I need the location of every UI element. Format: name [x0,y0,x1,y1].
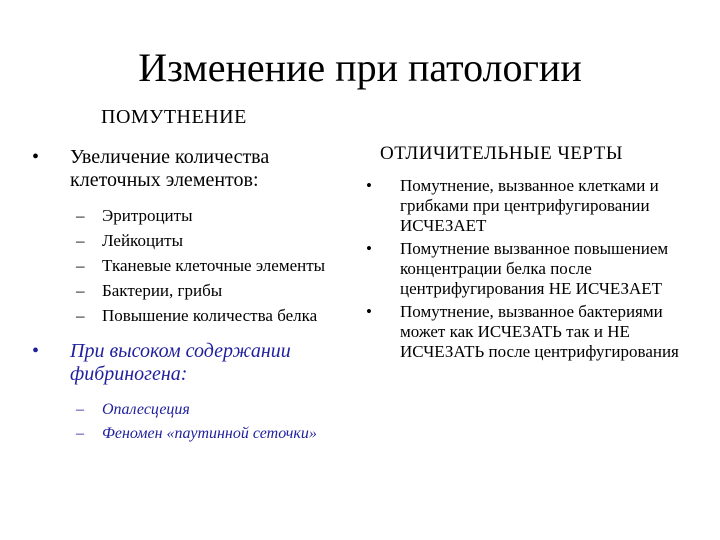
fibrinogen-bullet [32,340,352,386]
list-item [32,206,352,226]
feature-text: Помутнение, вызванное клетками и грибками при центрифугировании ИСЧЕЗАЕТ [400,176,659,235]
list-item-text: Опалесцеция [102,401,190,418]
dash-mark: – [76,231,85,250]
cell-elements-list [32,206,352,326]
list-item-text: Феномен «паутинной сеточки» [102,425,317,442]
list-item-text: Тканевые клеточные элементы [102,256,326,275]
list-item [32,306,352,326]
subtitle: ПОМУТНЕНИЕ [101,106,247,128]
list-item-text: Повышение количества белка [102,306,318,325]
list-item-text: Бактерии, грибы [102,281,223,300]
bullet-mark: • [366,239,372,258]
cell-elements-bullet [32,146,352,192]
dash-mark: – [76,256,85,275]
cell-elements-text: Увеличение количества клеточных элементов: [70,146,270,191]
list-item [360,302,700,362]
list-item [360,176,700,236]
bullet-mark: • [32,146,40,168]
list-item [32,424,352,443]
list-item-text: Лейкоциты [102,231,183,250]
list-item-text: Эритроциты [102,206,193,225]
features-heading: ОТЛИЧИТЕЛЬНЫЕ ЧЕРТЫ [380,143,623,164]
list-item [32,281,352,301]
dash-mark: – [76,281,85,300]
dash-mark: – [76,206,85,225]
list-item [32,256,352,276]
dash-mark: – [76,425,84,442]
right-column [360,142,700,365]
list-item [32,400,352,419]
fibrinogen-list [32,400,352,443]
list-item [32,231,352,251]
bullet-mark: • [366,302,372,321]
bullet-mark: • [366,176,372,195]
feature-text: Помутнение, вызванное бактериями может как ИСЧЕЗАТЬ так и НЕ ИСЧЕЗАТЬ после центрифугирования [400,302,679,361]
list-item [360,239,700,299]
left-column [32,146,352,448]
bullet-mark: • [32,340,40,362]
slide-title: Изменение при патологии [138,45,582,90]
dash-mark: – [76,306,85,325]
dash-mark: – [76,401,84,418]
feature-text: Помутнение вызванное повышением концентрации белка после центрифугирования НЕ ИСЧЕЗАЕТ [400,239,669,298]
fibrinogen-text: При высоком содержании фибриногена: [70,340,291,385]
